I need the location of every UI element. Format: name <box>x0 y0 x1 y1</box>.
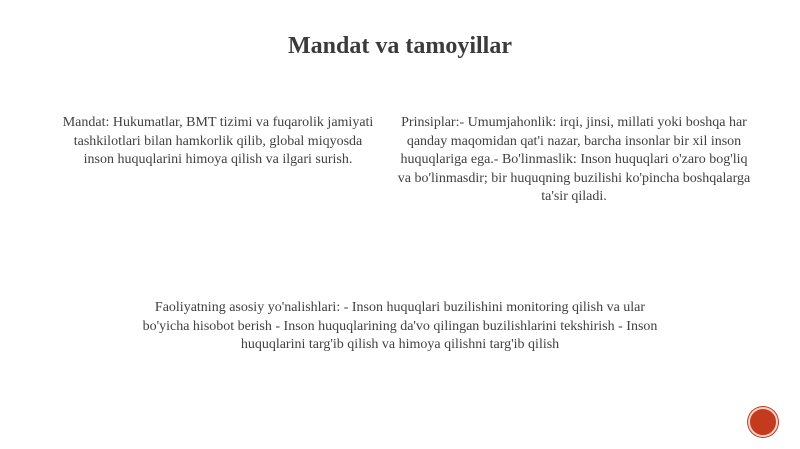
slide-title: Mandat va tamoyillar <box>288 33 512 59</box>
principles-text: Prinsiplar:- Umumjahonlik: irqi, jinsi, millati yoki boshqa har qanday maqomidan qat'i nazar, barcha insonlar bir xil inson huquqlariga ega.- Bo'linmaslik: Inson huquqlari o'zaro bog'liq va bo'linmasdir; bir huquqning buzilishi ko'pincha boshqalarga ta'sir qiladi. <box>397 115 751 204</box>
mandate-text: Mandat: Hukumatlar, BMT tizimi va fuqarolik jamiyati tashkilotlari bilan hamkorlik qilib, global miqyosda inson huquqlarini himoya qilish va ilgari surish. <box>62 115 374 167</box>
activities-text: Faoliyatning asosiy yo'nalishlari: - Inson huquqlari buzilishini monitoring qilish va ular bo'yicha hisobot berish - Inson huquqlarining da'vo qilingan buzilishlarini tekshirish - Inson huquqlarini targ'ib qilish va himoya qilishni targ'ib qilish <box>142 300 658 352</box>
circle-nav-icon[interactable] <box>748 407 778 437</box>
